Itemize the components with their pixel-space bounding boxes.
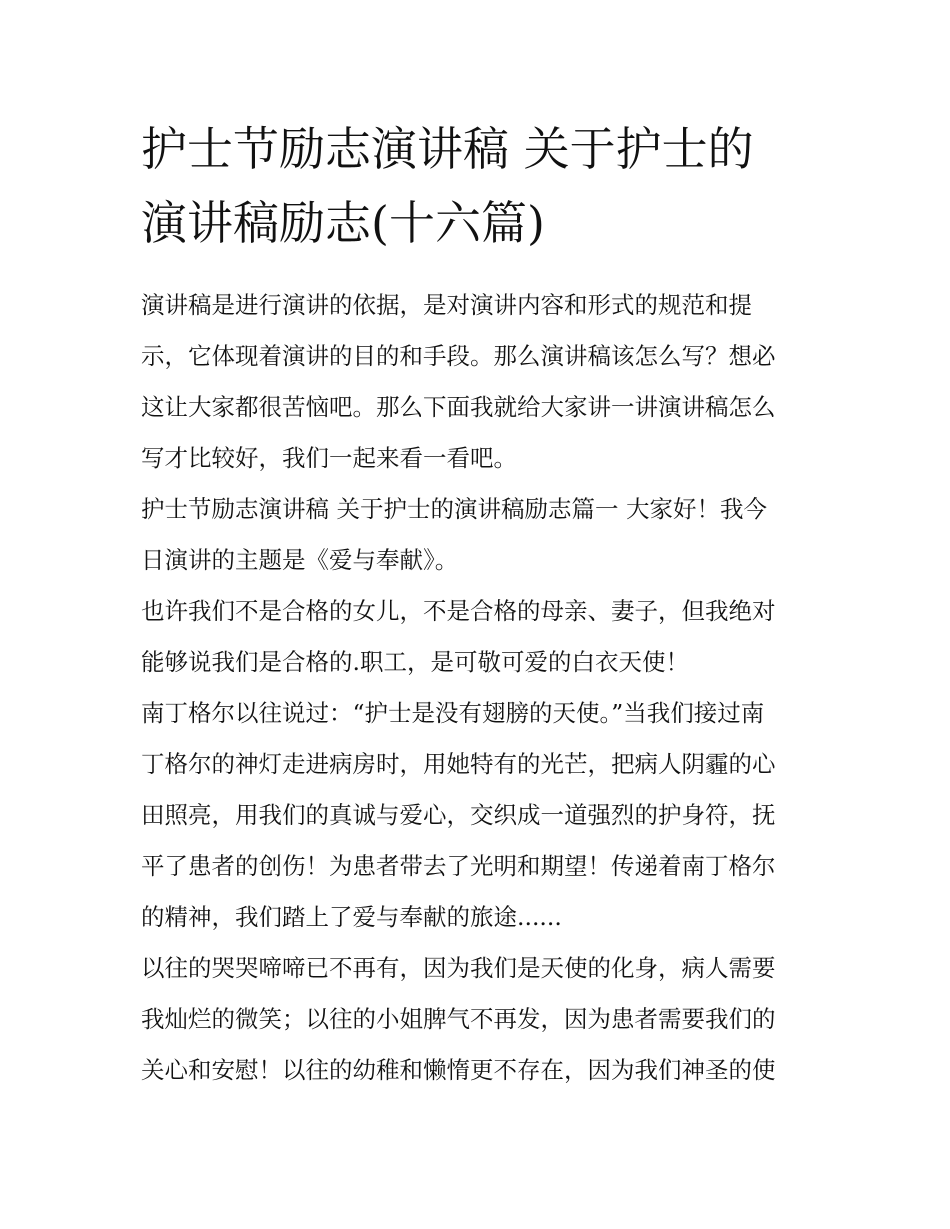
text-line: 我灿烂的微笑；以往的小姐脾气不再发，因为患者需要我们的 [141, 1005, 776, 1033]
paragraph-greeting [141, 484, 816, 586]
document-body [141, 280, 816, 1096]
text-line: 丁格尔的神灯走进病房时，用她特有的光芒，把病人阴霾的心 [141, 750, 776, 778]
document-content [141, 112, 816, 1096]
text-line: 也许我们不是合格的女儿，不是合格的母亲、妻子，但我绝对 [141, 597, 776, 625]
text-line: 能够说我们是合格的.职工，是可敬可爱的白衣天使！ [141, 648, 689, 676]
document-title [141, 112, 816, 260]
text-line: 以往的哭哭啼啼已不再有，因为我们是天使的化身，病人需要 [141, 954, 776, 982]
title-line: 演讲稿励志(十六篇) [141, 196, 545, 250]
paragraph-intro [141, 280, 816, 484]
text-line: 关心和安慰！以往的幼稚和懒惰更不存在，因为我们神圣的使 [141, 1056, 776, 1084]
paragraph-past [141, 943, 816, 1096]
text-line: 护士节励志演讲稿 关于护士的演讲稿励志篇一 大家好！我今 [141, 495, 767, 523]
title-line: 护士节励志演讲稿 关于护士的 [141, 122, 754, 176]
text-line: 写才比较好，我们一起来看一看吧。 [141, 444, 517, 472]
text-line: 平了患者的创伤！为患者带去了光明和期望！传递着南丁格尔 [141, 852, 776, 880]
text-line: 日演讲的主题是《爱与奉献》。 [141, 546, 459, 574]
text-line: 田照亮，用我们的真诚与爱心，交织成一道强烈的护身符，抚 [141, 801, 776, 829]
paragraph-qualified-staff [141, 586, 816, 688]
text-line: 演讲稿是进行演讲的依据，是对演讲内容和形式的规范和提 [141, 291, 752, 319]
text-line: 这让大家都很苦恼吧。那么下面我就给大家讲一讲演讲稿怎么 [141, 393, 776, 421]
paragraph-nightingale [141, 688, 816, 943]
text-line: 南丁格尔以往说过：“护士是没有翅膀的天使。”当我们接过南 [141, 699, 765, 727]
text-line: 示，它体现着演讲的目的和手段。那么演讲稿该怎么写？想必 [141, 342, 776, 370]
text-line: 的精神，我们踏上了爱与奉献的旅途...... [141, 903, 562, 931]
